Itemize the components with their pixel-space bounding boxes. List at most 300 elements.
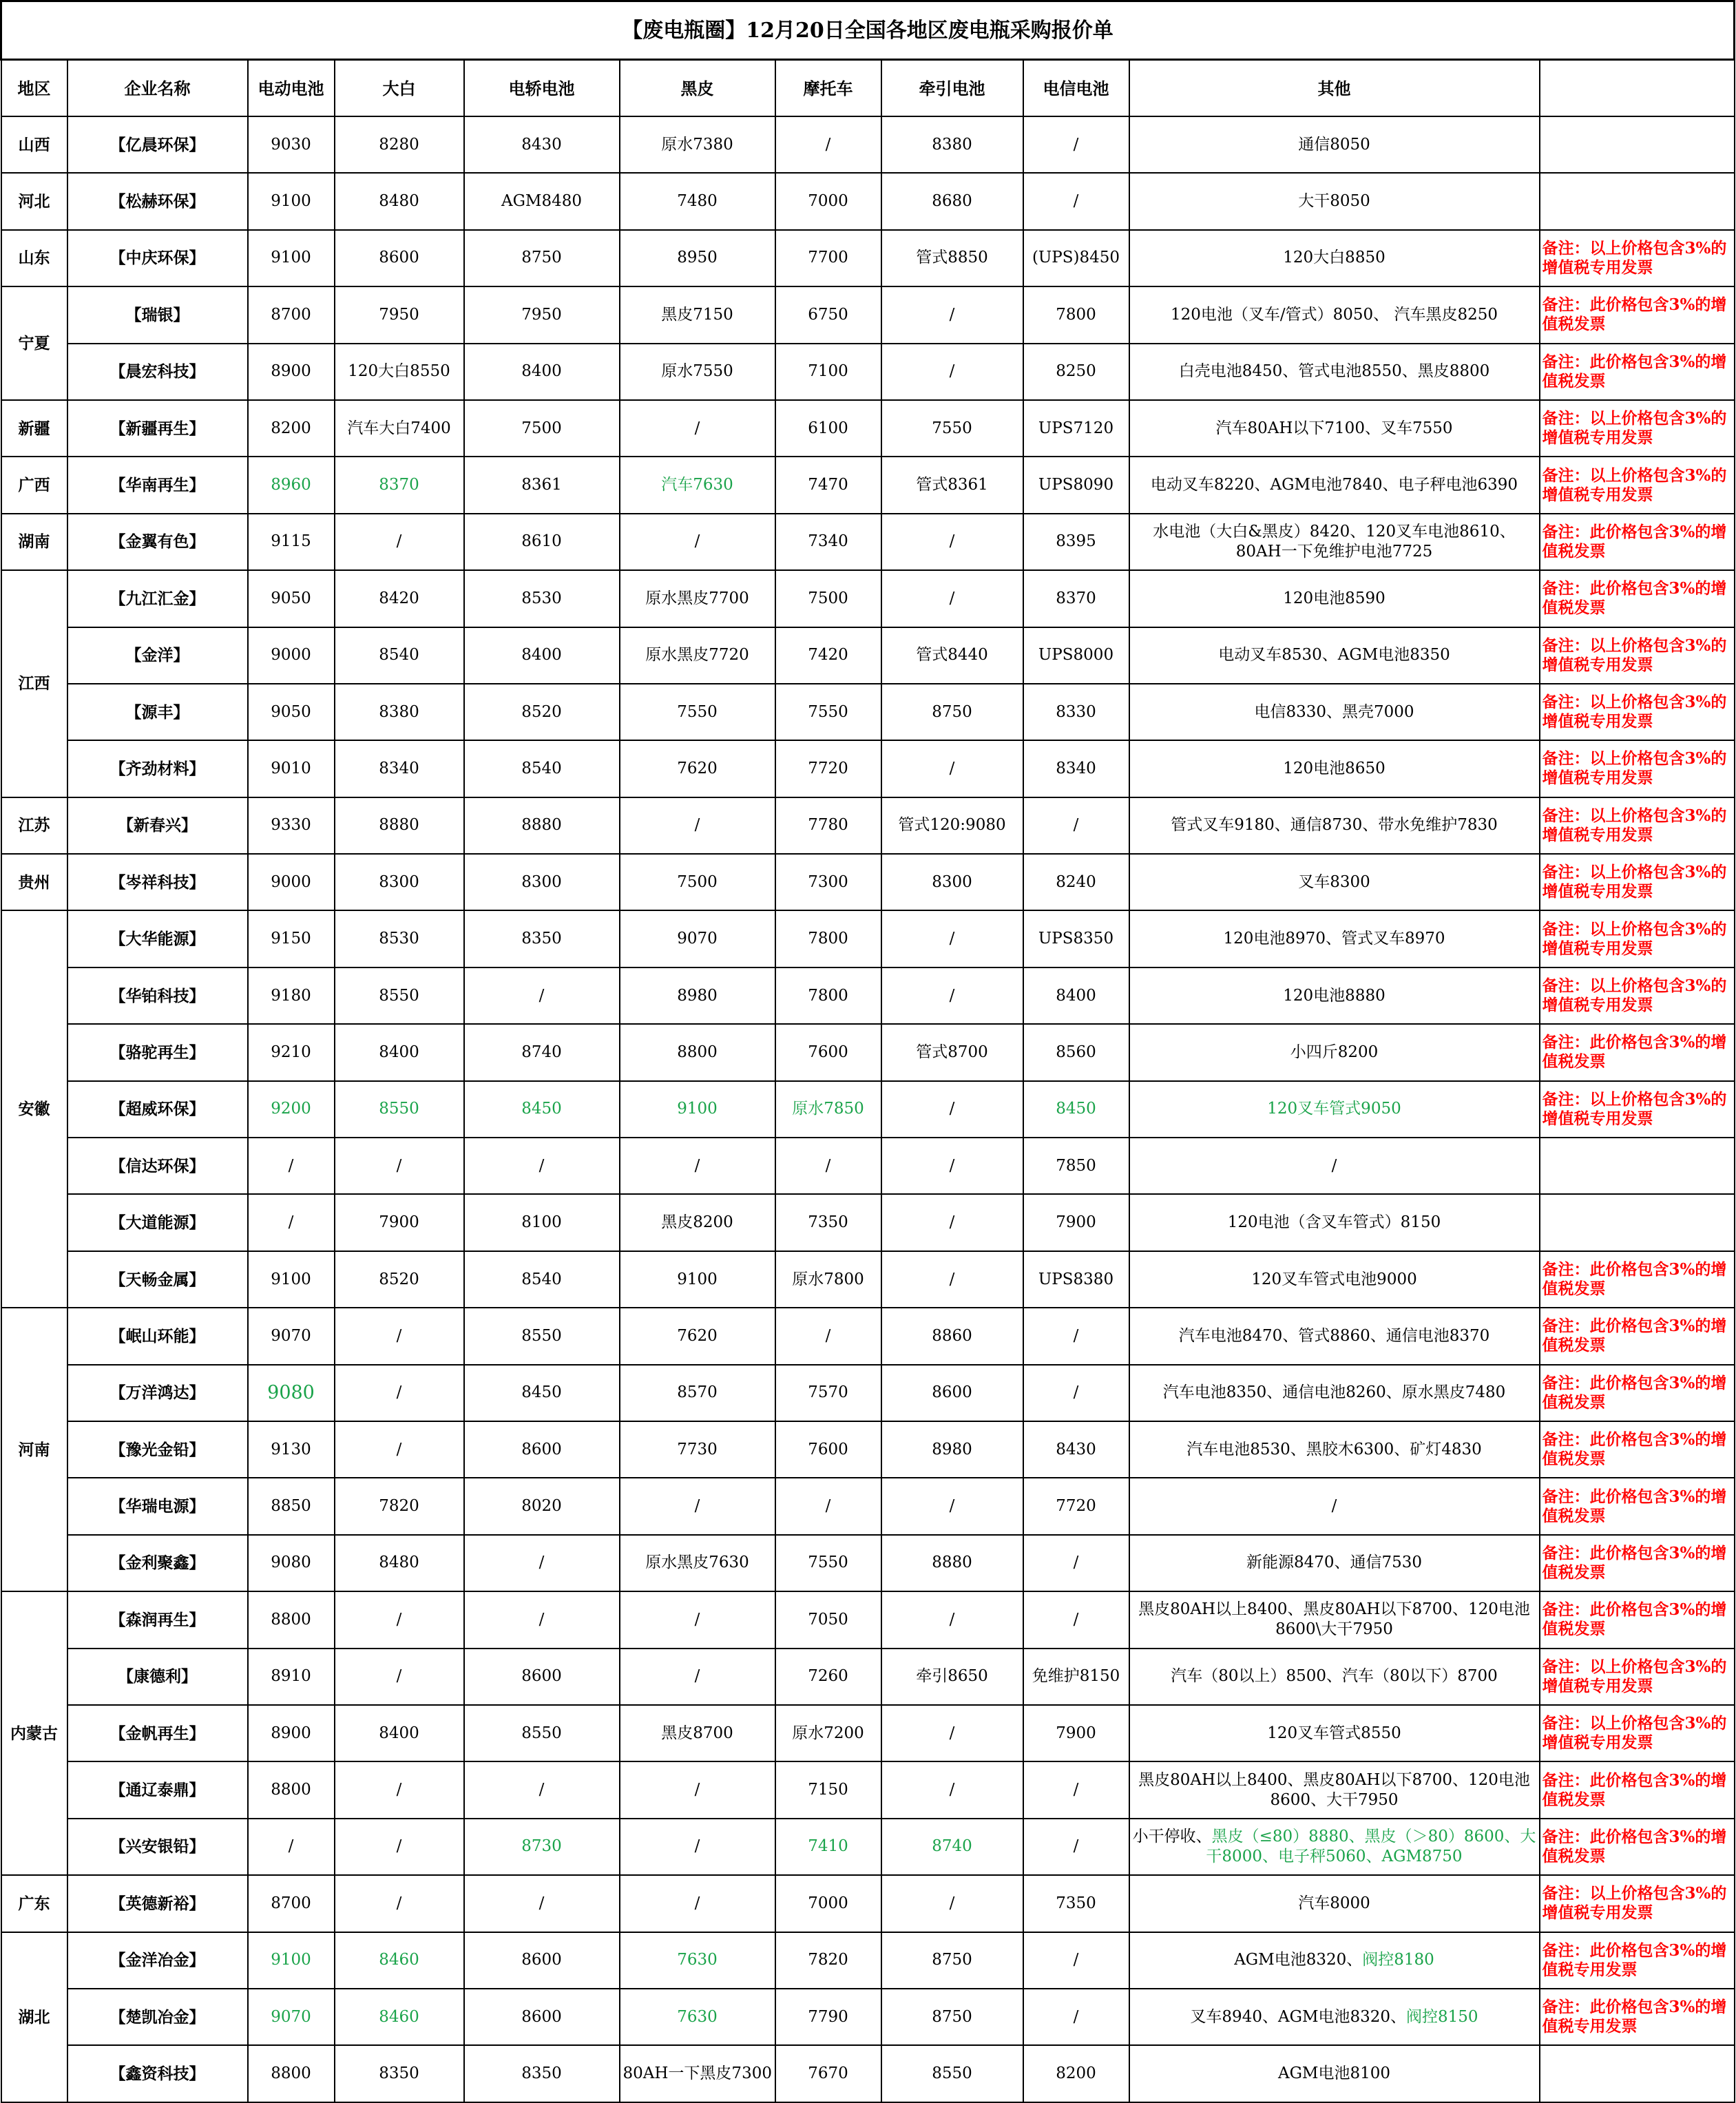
price-dabai: 8420 [335, 570, 464, 627]
company-name: 【金帆再生】 [67, 1705, 248, 1761]
price-telecom: 7800 [1023, 286, 1129, 343]
price-traction: 8880 [881, 1535, 1023, 1591]
price-dabai: 8350 [335, 2045, 464, 2102]
price-traction: / [881, 1251, 1023, 1308]
price-telecom: 8240 [1023, 854, 1129, 910]
price-other [1129, 1478, 1540, 1534]
price-dabai: 8550 [335, 967, 464, 1024]
price-traction: 8750 [881, 1932, 1023, 1989]
price-dabai: 8550 [335, 1081, 464, 1138]
price-car-battery: 8600 [464, 1989, 620, 2045]
price-traction: 管式8361 [881, 457, 1023, 513]
price-telecom: / [1023, 1365, 1129, 1421]
header-region: 地区 [1, 60, 67, 117]
price-traction: 8980 [881, 1421, 1023, 1478]
price-electric-battery: 9150 [248, 910, 335, 967]
price-other [1129, 1365, 1540, 1421]
price-electric-battery: 9080 [248, 1535, 335, 1591]
price-other [1129, 1819, 1540, 1875]
other-text: 阀控8150 [1406, 2007, 1478, 2026]
tax-note: 备注：以上价格包含3%的增值税专用发票 [1540, 684, 1735, 740]
price-car-battery: 8450 [464, 1081, 620, 1138]
price-other [1129, 1932, 1540, 1989]
tax-note: 备注：此价格包含3%的增值税发票 [1540, 1819, 1735, 1875]
header-row [1, 60, 1735, 117]
price-electric-battery: 8700 [248, 286, 335, 343]
company-name: 【兴安银铅】 [67, 1819, 248, 1875]
price-other [1129, 854, 1540, 910]
price-car-battery: 8750 [464, 230, 620, 286]
company-name: 【金翼有色】 [67, 514, 248, 570]
price-telecom: / [1023, 1761, 1129, 1818]
price-electric-battery: 8960 [248, 457, 335, 513]
price-telecom: 8340 [1023, 740, 1129, 797]
price-telecom: 8250 [1023, 344, 1129, 400]
region-cell: 山西 [1, 116, 67, 173]
price-dabai: 120大白8550 [335, 344, 464, 400]
price-traction: / [881, 344, 1023, 400]
price-other [1129, 400, 1540, 457]
tax-note: 备注：以上价格包含3%的增值税专用发票 [1540, 457, 1735, 513]
price-heipi: 7620 [620, 740, 775, 797]
price-heipi: / [620, 1649, 775, 1705]
price-motorcycle: / [775, 1138, 881, 1194]
price-electric-battery: 8800 [248, 1761, 335, 1818]
tax-note: 备注：以上价格包含3%的增值税专用发票 [1540, 230, 1735, 286]
other-text: / [1331, 1497, 1337, 1516]
company-name: 【亿晨环保】 [67, 116, 248, 173]
price-car-battery: / [464, 1535, 620, 1591]
price-motorcycle: 原水7850 [775, 1081, 881, 1138]
company-name: 【骆驼再生】 [67, 1024, 248, 1080]
header-note [1540, 60, 1735, 117]
tax-note: 备注：以上价格包含3%的增值税专用发票 [1540, 967, 1735, 1024]
price-traction: / [881, 1761, 1023, 1818]
price-traction: / [881, 740, 1023, 797]
table-row [1, 344, 1735, 400]
table-row [1, 286, 1735, 343]
price-heipi: 原水黑皮7700 [620, 570, 775, 627]
table-row [1, 1478, 1735, 1534]
price-traction: / [881, 514, 1023, 570]
price-motorcycle: 7570 [775, 1365, 881, 1421]
tax-note [1540, 173, 1735, 229]
other-text: 120电池8650 [1283, 759, 1385, 777]
other-text: 叉车8940、AGM电池8320、 [1190, 2007, 1407, 2026]
other-text: 阀控8180 [1362, 1951, 1434, 1969]
price-heipi: 原水黑皮7720 [620, 627, 775, 684]
price-electric-battery: 9100 [248, 1251, 335, 1308]
price-car-battery: 8520 [464, 684, 620, 740]
price-telecom: UPS7120 [1023, 400, 1129, 457]
price-dabai: / [335, 1875, 464, 1932]
price-electric-battery: 9100 [248, 173, 335, 229]
price-dabai: 8540 [335, 627, 464, 684]
company-name: 【源丰】 [67, 684, 248, 740]
price-telecom: UPS8350 [1023, 910, 1129, 967]
price-other [1129, 514, 1540, 570]
tax-note: 备注：以上价格包含3%的增值税专用发票 [1540, 910, 1735, 967]
price-motorcycle: 原水7200 [775, 1705, 881, 1761]
price-electric-battery: / [248, 1138, 335, 1194]
price-motorcycle: / [775, 1478, 881, 1534]
price-telecom: UPS8000 [1023, 627, 1129, 684]
tax-note: 备注：此价格包含3%的增值税专用发票 [1540, 1932, 1735, 1989]
price-telecom: 8560 [1023, 1024, 1129, 1080]
price-traction: / [881, 1875, 1023, 1932]
price-motorcycle: 7050 [775, 1591, 881, 1648]
price-traction: / [881, 570, 1023, 627]
price-electric-battery: 9100 [248, 1932, 335, 1989]
price-other [1129, 1761, 1540, 1818]
other-text: AGM电池8100 [1277, 2064, 1391, 2082]
price-traction: 8300 [881, 854, 1023, 910]
table-row [1, 1649, 1735, 1705]
table-row [1, 1365, 1735, 1421]
price-car-battery: 8400 [464, 344, 620, 400]
other-text: 120电池8880 [1283, 986, 1385, 1005]
table-row [1, 1932, 1735, 1989]
price-car-battery: 8430 [464, 116, 620, 173]
price-telecom: 7900 [1023, 1705, 1129, 1761]
price-car-battery: / [464, 1875, 620, 1932]
price-motorcycle: 7800 [775, 910, 881, 967]
price-car-battery: 8740 [464, 1024, 620, 1080]
price-traction: / [881, 1081, 1023, 1138]
price-heipi: 7480 [620, 173, 775, 229]
other-text: 黑皮（≤80）8880、黑皮（＞80）8600、大干8000、电子秤5060、AGM8750 [1206, 1827, 1536, 1865]
region-cell: 新疆 [1, 400, 67, 457]
price-traction: 管式8700 [881, 1024, 1023, 1080]
price-other [1129, 344, 1540, 400]
price-dabai: 8370 [335, 457, 464, 513]
company-name: 【楚凯冶金】 [67, 1989, 248, 2045]
price-other [1129, 1024, 1540, 1080]
other-text: 120叉车管式9050 [1267, 1100, 1401, 1118]
price-dabai: / [335, 1308, 464, 1364]
price-telecom: 8200 [1023, 2045, 1129, 2102]
table-row [1, 1761, 1735, 1818]
price-traction: / [881, 910, 1023, 967]
price-electric-battery: 9010 [248, 740, 335, 797]
price-electric-battery: 9330 [248, 797, 335, 854]
company-name: 【瑞银】 [67, 286, 248, 343]
other-text: 120电池8970、管式叉车8970 [1223, 930, 1445, 948]
tax-note: 备注：此价格包含3%的增值税发票 [1540, 1308, 1735, 1364]
header-car-battery: 电轿电池 [464, 60, 620, 117]
table-row [1, 797, 1735, 854]
company-name: 【金洋冶金】 [67, 1932, 248, 1989]
tax-note: 备注：此价格包含3%的增值税发票 [1540, 1365, 1735, 1421]
page-title: 【废电瓶圈】12月20日全国各地区废电瓶采购报价单 [1, 1, 1735, 60]
price-car-battery: 8361 [464, 457, 620, 513]
price-electric-battery: 8800 [248, 2045, 335, 2102]
company-name: 【金洋】 [67, 627, 248, 684]
price-dabai: 8600 [335, 230, 464, 286]
price-other [1129, 1308, 1540, 1364]
company-name: 【大道能源】 [67, 1194, 248, 1251]
price-heipi: 8980 [620, 967, 775, 1024]
header-heipi: 黑皮 [620, 60, 775, 117]
price-motorcycle: 7150 [775, 1761, 881, 1818]
price-dabai: 8460 [335, 1932, 464, 1989]
price-heipi: / [620, 1761, 775, 1818]
tax-note: 备注：此价格包含3%的增值税发票 [1540, 1421, 1735, 1478]
tax-note: 备注：此价格包含3%的增值税发票 [1540, 1535, 1735, 1591]
price-heipi: 8800 [620, 1024, 775, 1080]
tax-note [1540, 116, 1735, 173]
price-car-battery: 8020 [464, 1478, 620, 1534]
price-traction: 8740 [881, 1819, 1023, 1875]
region-cell: 内蒙古 [1, 1591, 67, 1875]
price-electric-battery: 9115 [248, 514, 335, 570]
price-motorcycle: 7000 [775, 1875, 881, 1932]
other-text: 电动叉车8220、AGM电池7840、电子秤电池6390 [1150, 476, 1518, 494]
price-dabai: 7820 [335, 1478, 464, 1534]
price-heipi: 黑皮8700 [620, 1705, 775, 1761]
table-row [1, 1819, 1735, 1875]
price-car-battery: / [464, 1138, 620, 1194]
table-row [1, 1081, 1735, 1138]
price-electric-battery: 9050 [248, 570, 335, 627]
other-text: 120大白8850 [1283, 249, 1385, 267]
company-name: 【英德新裕】 [67, 1875, 248, 1932]
price-electric-battery: 9180 [248, 967, 335, 1024]
price-dabai: 8530 [335, 910, 464, 967]
price-electric-battery: 8800 [248, 1591, 335, 1648]
price-heipi: 7630 [620, 1989, 775, 2045]
price-heipi: 80AH一下黑皮7300 [620, 2045, 775, 2102]
price-car-battery: 8730 [464, 1819, 620, 1875]
price-motorcycle: 7800 [775, 967, 881, 1024]
tax-note: 备注：此价格包含3%的增值税发票 [1540, 1024, 1735, 1080]
region-cell: 广东 [1, 1875, 67, 1932]
price-motorcycle: / [775, 1308, 881, 1364]
tax-note: 备注：以上价格包含3%的增值税专用发票 [1540, 1649, 1735, 1705]
other-text: 120叉车管式8550 [1267, 1724, 1401, 1742]
price-motorcycle: 7820 [775, 1932, 881, 1989]
table-row [1, 1705, 1735, 1761]
price-other [1129, 1081, 1540, 1138]
price-dabai: 汽车大白7400 [335, 400, 464, 457]
company-name: 【信达环保】 [67, 1138, 248, 1194]
company-name: 【松赫环保】 [67, 173, 248, 229]
price-dabai: 8380 [335, 684, 464, 740]
price-traction: 8860 [881, 1308, 1023, 1364]
price-dabai: 7900 [335, 1194, 464, 1251]
table-row [1, 627, 1735, 684]
price-dabai: / [335, 1761, 464, 1818]
table-row [1, 457, 1735, 513]
company-name: 【超威环保】 [67, 1081, 248, 1138]
region-cell: 江西 [1, 570, 67, 797]
table-row [1, 2045, 1735, 2102]
price-dabai: 8400 [335, 1705, 464, 1761]
tax-note: 备注：以上价格包含3%的增值税专用发票 [1540, 854, 1735, 910]
table-row [1, 1421, 1735, 1478]
price-traction: / [881, 1591, 1023, 1648]
company-name: 【金利聚鑫】 [67, 1535, 248, 1591]
price-telecom: / [1023, 1308, 1129, 1364]
region-cell: 江苏 [1, 797, 67, 854]
table-row [1, 1194, 1735, 1251]
table-row [1, 173, 1735, 229]
price-electric-battery: / [248, 1194, 335, 1251]
price-telecom: 8370 [1023, 570, 1129, 627]
price-car-battery: 8400 [464, 627, 620, 684]
price-car-battery: AGM8480 [464, 173, 620, 229]
price-other [1129, 2045, 1540, 2102]
price-traction: / [881, 1478, 1023, 1534]
table-row [1, 1138, 1735, 1194]
price-electric-battery: / [248, 1819, 335, 1875]
other-text: 新能源8470、通信7530 [1246, 1553, 1423, 1572]
price-telecom: 8430 [1023, 1421, 1129, 1478]
table-row [1, 1875, 1735, 1932]
tax-note: 备注：以上价格包含3%的增值税专用发票 [1540, 1705, 1735, 1761]
table-row [1, 1591, 1735, 1648]
other-text: 汽车（80以上）8500、汽车（80以下）8700 [1171, 1667, 1498, 1686]
price-dabai: / [335, 1591, 464, 1648]
price-other [1129, 1591, 1540, 1648]
price-telecom: UPS8090 [1023, 457, 1129, 513]
other-text: 汽车电池8470、管式8860、通信电池8370 [1178, 1326, 1490, 1345]
price-motorcycle: 7340 [775, 514, 881, 570]
region-cell: 山东 [1, 230, 67, 286]
price-dabai: 8340 [335, 740, 464, 797]
price-electric-battery: 8910 [248, 1649, 335, 1705]
price-telecom: 8330 [1023, 684, 1129, 740]
price-other [1129, 797, 1540, 854]
price-traction: 管式8440 [881, 627, 1023, 684]
table-row [1, 1251, 1735, 1308]
tax-note: 备注：以上价格包含3%的增值税专用发票 [1540, 797, 1735, 854]
price-heipi: / [620, 400, 775, 457]
price-motorcycle: 7670 [775, 2045, 881, 2102]
price-motorcycle: 7780 [775, 797, 881, 854]
other-text: 120叉车管式电池9000 [1251, 1270, 1417, 1288]
company-name: 【岷山环能】 [67, 1308, 248, 1364]
other-text: 黑皮80AH以上8400、黑皮80AH以下8700、120电池8600\大干7950 [1138, 1600, 1530, 1639]
other-text: 汽车80AH以下7100、叉车7550 [1215, 419, 1453, 437]
price-heipi: / [620, 1875, 775, 1932]
price-heipi: 9070 [620, 910, 775, 967]
tax-note: 备注：此价格包含3%的增值税发票 [1540, 344, 1735, 400]
company-name: 【新疆再生】 [67, 400, 248, 457]
table-row [1, 684, 1735, 740]
price-telecom: / [1023, 1591, 1129, 1648]
price-dabai: / [335, 514, 464, 570]
price-electric-battery: 8900 [248, 1705, 335, 1761]
price-other [1129, 116, 1540, 173]
region-cell: 河南 [1, 1308, 67, 1591]
price-car-battery: 8880 [464, 797, 620, 854]
price-heipi: 7630 [620, 1932, 775, 1989]
tax-note: 备注：此价格包含3%的增值税发票 [1540, 286, 1735, 343]
region-cell: 河北 [1, 173, 67, 229]
price-heipi: 9100 [620, 1081, 775, 1138]
price-electric-battery: 8200 [248, 400, 335, 457]
price-traction: 牵引8650 [881, 1649, 1023, 1705]
company-name: 【华瑞电源】 [67, 1478, 248, 1534]
price-other [1129, 286, 1540, 343]
price-motorcycle: 7470 [775, 457, 881, 513]
price-motorcycle: 7720 [775, 740, 881, 797]
price-heipi: 汽车7630 [620, 457, 775, 513]
price-motorcycle: 7550 [775, 1535, 881, 1591]
price-dabai: / [335, 1819, 464, 1875]
other-text: 汽车电池8530、黑胶木6300、矿灯4830 [1186, 1440, 1482, 1458]
price-other [1129, 910, 1540, 967]
other-text: / [1331, 1156, 1337, 1175]
table-row [1, 514, 1735, 570]
price-heipi: / [620, 797, 775, 854]
price-telecom: 8450 [1023, 1081, 1129, 1138]
price-traction: 管式120:9080 [881, 797, 1023, 854]
price-motorcycle: 6750 [775, 286, 881, 343]
price-heipi: 9100 [620, 1251, 775, 1308]
other-text: 汽车电池8350、通信电池8260、原水黑皮7480 [1162, 1383, 1506, 1402]
other-text: 电动叉车8530、AGM电池8350 [1218, 646, 1450, 665]
price-motorcycle: 7100 [775, 344, 881, 400]
price-motorcycle: 7260 [775, 1649, 881, 1705]
company-name: 【天畅金属】 [67, 1251, 248, 1308]
price-motorcycle: 7300 [775, 854, 881, 910]
price-heipi: 原水7380 [620, 116, 775, 173]
other-text: 电信8330、黑壳7000 [1254, 702, 1414, 721]
price-dabai: 8280 [335, 116, 464, 173]
price-car-battery: 7500 [464, 400, 620, 457]
company-name: 【齐劲材料】 [67, 740, 248, 797]
price-dabai: / [335, 1649, 464, 1705]
price-other [1129, 173, 1540, 229]
price-car-battery: 8300 [464, 854, 620, 910]
price-electric-battery: 9070 [248, 1989, 335, 2045]
price-electric-battery: 9080 [248, 1365, 335, 1421]
header-motorcycle: 摩托车 [775, 60, 881, 117]
price-telecom: (UPS)8450 [1023, 230, 1129, 286]
company-name: 【华南再生】 [67, 457, 248, 513]
price-other [1129, 1194, 1540, 1251]
tax-note [1540, 2045, 1735, 2102]
company-name: 【中庆环保】 [67, 230, 248, 286]
price-telecom: / [1023, 1819, 1129, 1875]
price-heipi: / [620, 1591, 775, 1648]
price-heipi: 7620 [620, 1308, 775, 1364]
tax-note: 备注：以上价格包含3%的增值税专用发票 [1540, 740, 1735, 797]
price-motorcycle: 7600 [775, 1024, 881, 1080]
price-other [1129, 740, 1540, 797]
other-text: 120电池8590 [1283, 589, 1385, 607]
price-car-battery: 8600 [464, 1932, 620, 1989]
price-dabai: / [335, 1138, 464, 1194]
header-dabai: 大白 [335, 60, 464, 117]
price-electric-battery: 9050 [248, 684, 335, 740]
price-other [1129, 1649, 1540, 1705]
company-name: 【晨宏科技】 [67, 344, 248, 400]
tax-note: 备注：此价格包含3%的增值税发票 [1540, 1251, 1735, 1308]
price-electric-battery: 8700 [248, 1875, 335, 1932]
price-traction: 8750 [881, 684, 1023, 740]
region-cell: 广西 [1, 457, 67, 513]
other-text: 120电池（含叉车管式）8150 [1227, 1213, 1441, 1232]
company-name: 【通辽泰鼎】 [67, 1761, 248, 1818]
price-heipi: / [620, 514, 775, 570]
price-heipi: 黑皮7150 [620, 286, 775, 343]
price-car-battery: 8600 [464, 1421, 620, 1478]
price-car-battery: 8610 [464, 514, 620, 570]
tax-note: 备注：此价格包含3%的增值税发票 [1540, 514, 1735, 570]
